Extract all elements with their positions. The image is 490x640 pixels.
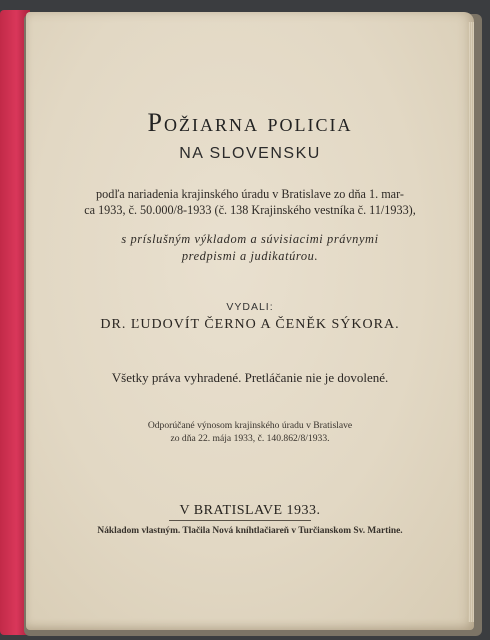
- title-page: [26, 12, 474, 630]
- divider-rule: [169, 520, 311, 521]
- intro-line-2: ca 1933, č. 50.000/8-1933 (č. 138 Krajinského vestníka č. 11/1933),: [84, 203, 416, 217]
- published-by-label: VYDALI:: [226, 301, 274, 313]
- recommendation-line-1: Odporúčané výnosom krajinského úradu v Bratislave: [147, 420, 353, 431]
- book-subtitle: NA SLOVENSKU: [179, 145, 321, 162]
- italic-line-1: s príslušným výkladom a súvisiacimi právnymi: [121, 232, 379, 246]
- intro-line-1: podľa nariadenia krajinského úradu v Bratislave zo dňa 1. mar-: [96, 187, 404, 201]
- printer-imprint: Nákladom vlastným. Tlačila Nová kníhtlačiareň v Turčianskom Sv. Martine.: [97, 526, 403, 536]
- recommendation-line-2: zo dňa 22. mája 1933, č. 140.862/8/1933.: [170, 433, 330, 444]
- book-title: Požiarna policia: [147, 108, 353, 137]
- italic-line-2: predpismi a judikatúrou.: [181, 249, 319, 263]
- place-year: V BRATISLAVE 1933.: [179, 503, 321, 518]
- rights-notice: Všetky práva vyhradené. Pretláčanie nie je dovolené.: [111, 370, 389, 385]
- authors: DR. ĽUDOVÍT ČERNO A ČENĚK SÝKORA.: [100, 317, 400, 332]
